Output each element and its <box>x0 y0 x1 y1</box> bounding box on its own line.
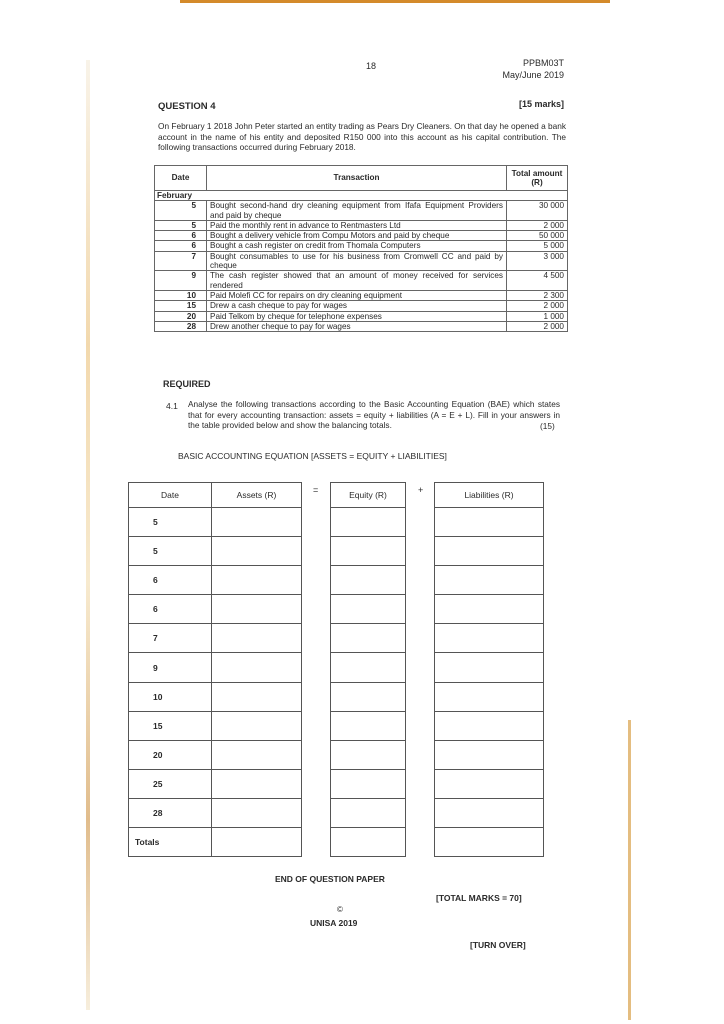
plus-sign: + <box>418 485 424 495</box>
end-of-paper: END OF QUESTION PAPER <box>275 874 385 884</box>
bae-date: 6 <box>129 566 212 595</box>
assets-answer-cell[interactable] <box>212 653 302 682</box>
liabilities-answer-cell[interactable] <box>435 624 544 653</box>
liabilities-answer-cell[interactable] <box>435 595 544 624</box>
liabilities-answer-cell[interactable] <box>435 769 544 798</box>
equity-answer-cell[interactable] <box>331 595 406 624</box>
bae-row <box>331 653 406 682</box>
transaction-date: 9 <box>155 271 207 291</box>
transaction-date: 7 <box>155 251 207 271</box>
transaction-amount: 2 300 <box>507 290 568 300</box>
transaction-description: Bought a delivery vehicle from Compu Motors and paid by cheque <box>207 231 507 241</box>
transaction-date: 20 <box>155 311 207 321</box>
transaction-date: 6 <box>155 241 207 251</box>
bae-row <box>129 798 302 827</box>
paper-code-block <box>480 57 564 81</box>
bae-date: 10 <box>129 682 212 711</box>
liabilities-answer-cell[interactable] <box>435 508 544 537</box>
transaction-date: 5 <box>155 220 207 230</box>
equity-answer-cell[interactable] <box>331 566 406 595</box>
bae-row <box>435 769 544 798</box>
assets-answer-cell[interactable] <box>212 740 302 769</box>
liabilities-answer-cell[interactable] <box>435 653 544 682</box>
transaction-description: Paid Telkom by cheque for telephone expenses <box>207 311 507 321</box>
transaction-amount: 50 000 <box>507 231 568 241</box>
required-heading: REQUIRED <box>163 379 211 389</box>
equity-answer-cell[interactable] <box>331 828 406 857</box>
transaction-row <box>155 220 568 230</box>
bae-row <box>331 682 406 711</box>
transaction-description: The cash register showed that an amount of money received for services rendered <box>207 271 507 291</box>
equity-answer-cell[interactable] <box>331 769 406 798</box>
sub-question-text: Analyse the following transactions according to the Basic Accounting Equation (BAE) which states that for every accounting transaction: assets = equity + liabilities (A = E + L). Fill in your answers in the table provided below and show the balancing totals. <box>188 399 560 430</box>
bae-date: 9 <box>129 653 212 682</box>
bae-row <box>129 624 302 653</box>
bae-row <box>331 508 406 537</box>
paper-edge-decoration <box>628 720 631 1020</box>
question-intro: On February 1 2018 John Peter started an entity trading as Pears Dry Cleaners. On that day he opened a bank account in the name of his entity and deposited R150 000 into this account as his capital contribution. The following transactions occurred during February 2018. <box>158 121 566 152</box>
transaction-amount: 5 000 <box>507 241 568 251</box>
bae-row <box>129 682 302 711</box>
bae-row <box>129 508 302 537</box>
transaction-description: Bought consumables to use for his business from Cromwell CC and paid by cheque <box>207 251 507 271</box>
column-header-transaction: Transaction <box>207 166 507 191</box>
assets-answer-cell[interactable] <box>212 566 302 595</box>
bae-row <box>435 653 544 682</box>
assets-answer-cell[interactable] <box>212 682 302 711</box>
paper-edge-decoration <box>86 60 90 1010</box>
bae-row <box>331 595 406 624</box>
bae-date: 28 <box>129 798 212 827</box>
assets-answer-cell[interactable] <box>212 711 302 740</box>
bae-row <box>435 537 544 566</box>
equity-answer-cell[interactable] <box>331 537 406 566</box>
transaction-description: Drew a cash cheque to pay for wages <box>207 301 507 311</box>
bae-row <box>129 537 302 566</box>
bae-row <box>331 624 406 653</box>
assets-answer-cell[interactable] <box>212 595 302 624</box>
bae-row <box>129 769 302 798</box>
liabilities-answer-cell[interactable] <box>435 682 544 711</box>
bae-row <box>129 595 302 624</box>
transaction-row <box>155 271 568 291</box>
equity-answer-cell[interactable] <box>331 653 406 682</box>
assets-answer-cell[interactable] <box>212 769 302 798</box>
assets-answer-cell[interactable] <box>212 798 302 827</box>
bae-row <box>129 653 302 682</box>
bae-row <box>331 537 406 566</box>
transaction-row <box>155 201 568 221</box>
copyright-symbol: © <box>337 905 343 914</box>
transaction-row <box>155 321 568 331</box>
column-header-equity: Equity (R) <box>331 483 406 508</box>
column-header-liabilities: Liabilities (R) <box>435 483 544 508</box>
exam-session: May/June 2019 <box>502 70 564 80</box>
transaction-row <box>155 311 568 321</box>
liabilities-answer-cell[interactable] <box>435 537 544 566</box>
page-number: 18 <box>366 61 377 71</box>
assets-answer-cell[interactable] <box>212 828 302 857</box>
bae-row <box>331 798 406 827</box>
transaction-amount: 4 500 <box>507 271 568 291</box>
bae-row <box>331 769 406 798</box>
liabilities-answer-cell[interactable] <box>435 828 544 857</box>
transaction-amount: 1 000 <box>507 311 568 321</box>
transaction-row <box>155 301 568 311</box>
assets-answer-cell[interactable] <box>212 624 302 653</box>
column-header-date: Date <box>155 166 207 191</box>
liabilities-answer-cell[interactable] <box>435 711 544 740</box>
bae-date: 6 <box>129 595 212 624</box>
transaction-row <box>155 231 568 241</box>
bae-row <box>129 740 302 769</box>
transaction-date: 6 <box>155 231 207 241</box>
bae-row <box>331 566 406 595</box>
bae-row <box>435 595 544 624</box>
transaction-date: 15 <box>155 301 207 311</box>
transaction-description: Paid Molefi CC for repairs on dry cleaning equipment <box>207 290 507 300</box>
transaction-date: 10 <box>155 290 207 300</box>
transaction-row <box>155 241 568 251</box>
question-title: QUESTION 4 <box>158 101 216 112</box>
assets-answer-cell[interactable] <box>212 508 302 537</box>
totals-row <box>129 828 302 857</box>
bae-date: 15 <box>129 711 212 740</box>
transaction-amount: 2 000 <box>507 321 568 331</box>
liabilities-answer-cell[interactable] <box>435 740 544 769</box>
transaction-date: 5 <box>155 201 207 221</box>
bae-row <box>435 624 544 653</box>
bae-row <box>331 740 406 769</box>
equity-answer-cell[interactable] <box>331 624 406 653</box>
transaction-row <box>155 290 568 300</box>
bae-row <box>435 508 544 537</box>
bae-title: BASIC ACCOUNTING EQUATION [ASSETS = EQUITY + LIABILITIES] <box>178 451 447 461</box>
column-header-date: Date <box>129 483 212 508</box>
column-header-amount: Total amount (R) <box>507 166 568 191</box>
transaction-amount: 2 000 <box>507 220 568 230</box>
equity-answer-cell[interactable] <box>331 711 406 740</box>
equity-answer-cell[interactable] <box>331 798 406 827</box>
bae-equity-table <box>330 482 406 857</box>
sub-question-marks: (15) <box>540 421 555 431</box>
bae-row <box>435 740 544 769</box>
equity-answer-cell[interactable] <box>331 508 406 537</box>
bae-date: 5 <box>129 508 212 537</box>
transaction-description: Bought second-hand dry cleaning equipment from Ifafa Equipment Providers and paid by cheque <box>207 201 507 221</box>
turn-over: [TURN OVER] <box>470 940 526 950</box>
transaction-amount: 2 000 <box>507 301 568 311</box>
liabilities-answer-cell[interactable] <box>435 566 544 595</box>
transaction-description: Bought a cash register on credit from Thomala Computers <box>207 241 507 251</box>
transaction-description: Paid the monthly rent in advance to Rentmasters Ltd <box>207 220 507 230</box>
equity-answer-cell[interactable] <box>331 740 406 769</box>
bae-row <box>129 566 302 595</box>
sub-question-number: 4.1 <box>166 401 178 411</box>
bae-date: 5 <box>129 537 212 566</box>
bae-assets-table <box>128 482 302 857</box>
transaction-amount: 30 000 <box>507 201 568 221</box>
paper-edge-decoration <box>180 0 610 3</box>
totals-row <box>435 828 544 857</box>
transactions-table <box>154 165 568 332</box>
totals-label: Totals <box>129 828 212 857</box>
bae-row <box>435 566 544 595</box>
bae-liabilities-table <box>434 482 544 857</box>
column-header-assets: Assets (R) <box>212 483 302 508</box>
bae-row <box>435 798 544 827</box>
bae-row <box>435 711 544 740</box>
total-marks: [TOTAL MARKS = 70] <box>436 893 522 903</box>
question-marks: [15 marks] <box>518 99 564 109</box>
equity-answer-cell[interactable] <box>331 682 406 711</box>
bae-date: 7 <box>129 624 212 653</box>
assets-answer-cell[interactable] <box>212 537 302 566</box>
bae-row <box>435 682 544 711</box>
institution: UNISA 2019 <box>310 918 358 928</box>
month-label: February <box>155 191 568 201</box>
bae-date: 20 <box>129 740 212 769</box>
paper-code: PPBM03T <box>522 58 564 68</box>
totals-row <box>331 828 406 857</box>
transaction-date: 28 <box>155 321 207 331</box>
transaction-description: Drew another cheque to pay for wages <box>207 321 507 331</box>
transaction-row <box>155 251 568 271</box>
bae-row <box>331 711 406 740</box>
bae-date: 25 <box>129 769 212 798</box>
transaction-amount: 3 000 <box>507 251 568 271</box>
equals-sign: = <box>313 485 319 495</box>
liabilities-answer-cell[interactable] <box>435 798 544 827</box>
bae-row <box>129 711 302 740</box>
